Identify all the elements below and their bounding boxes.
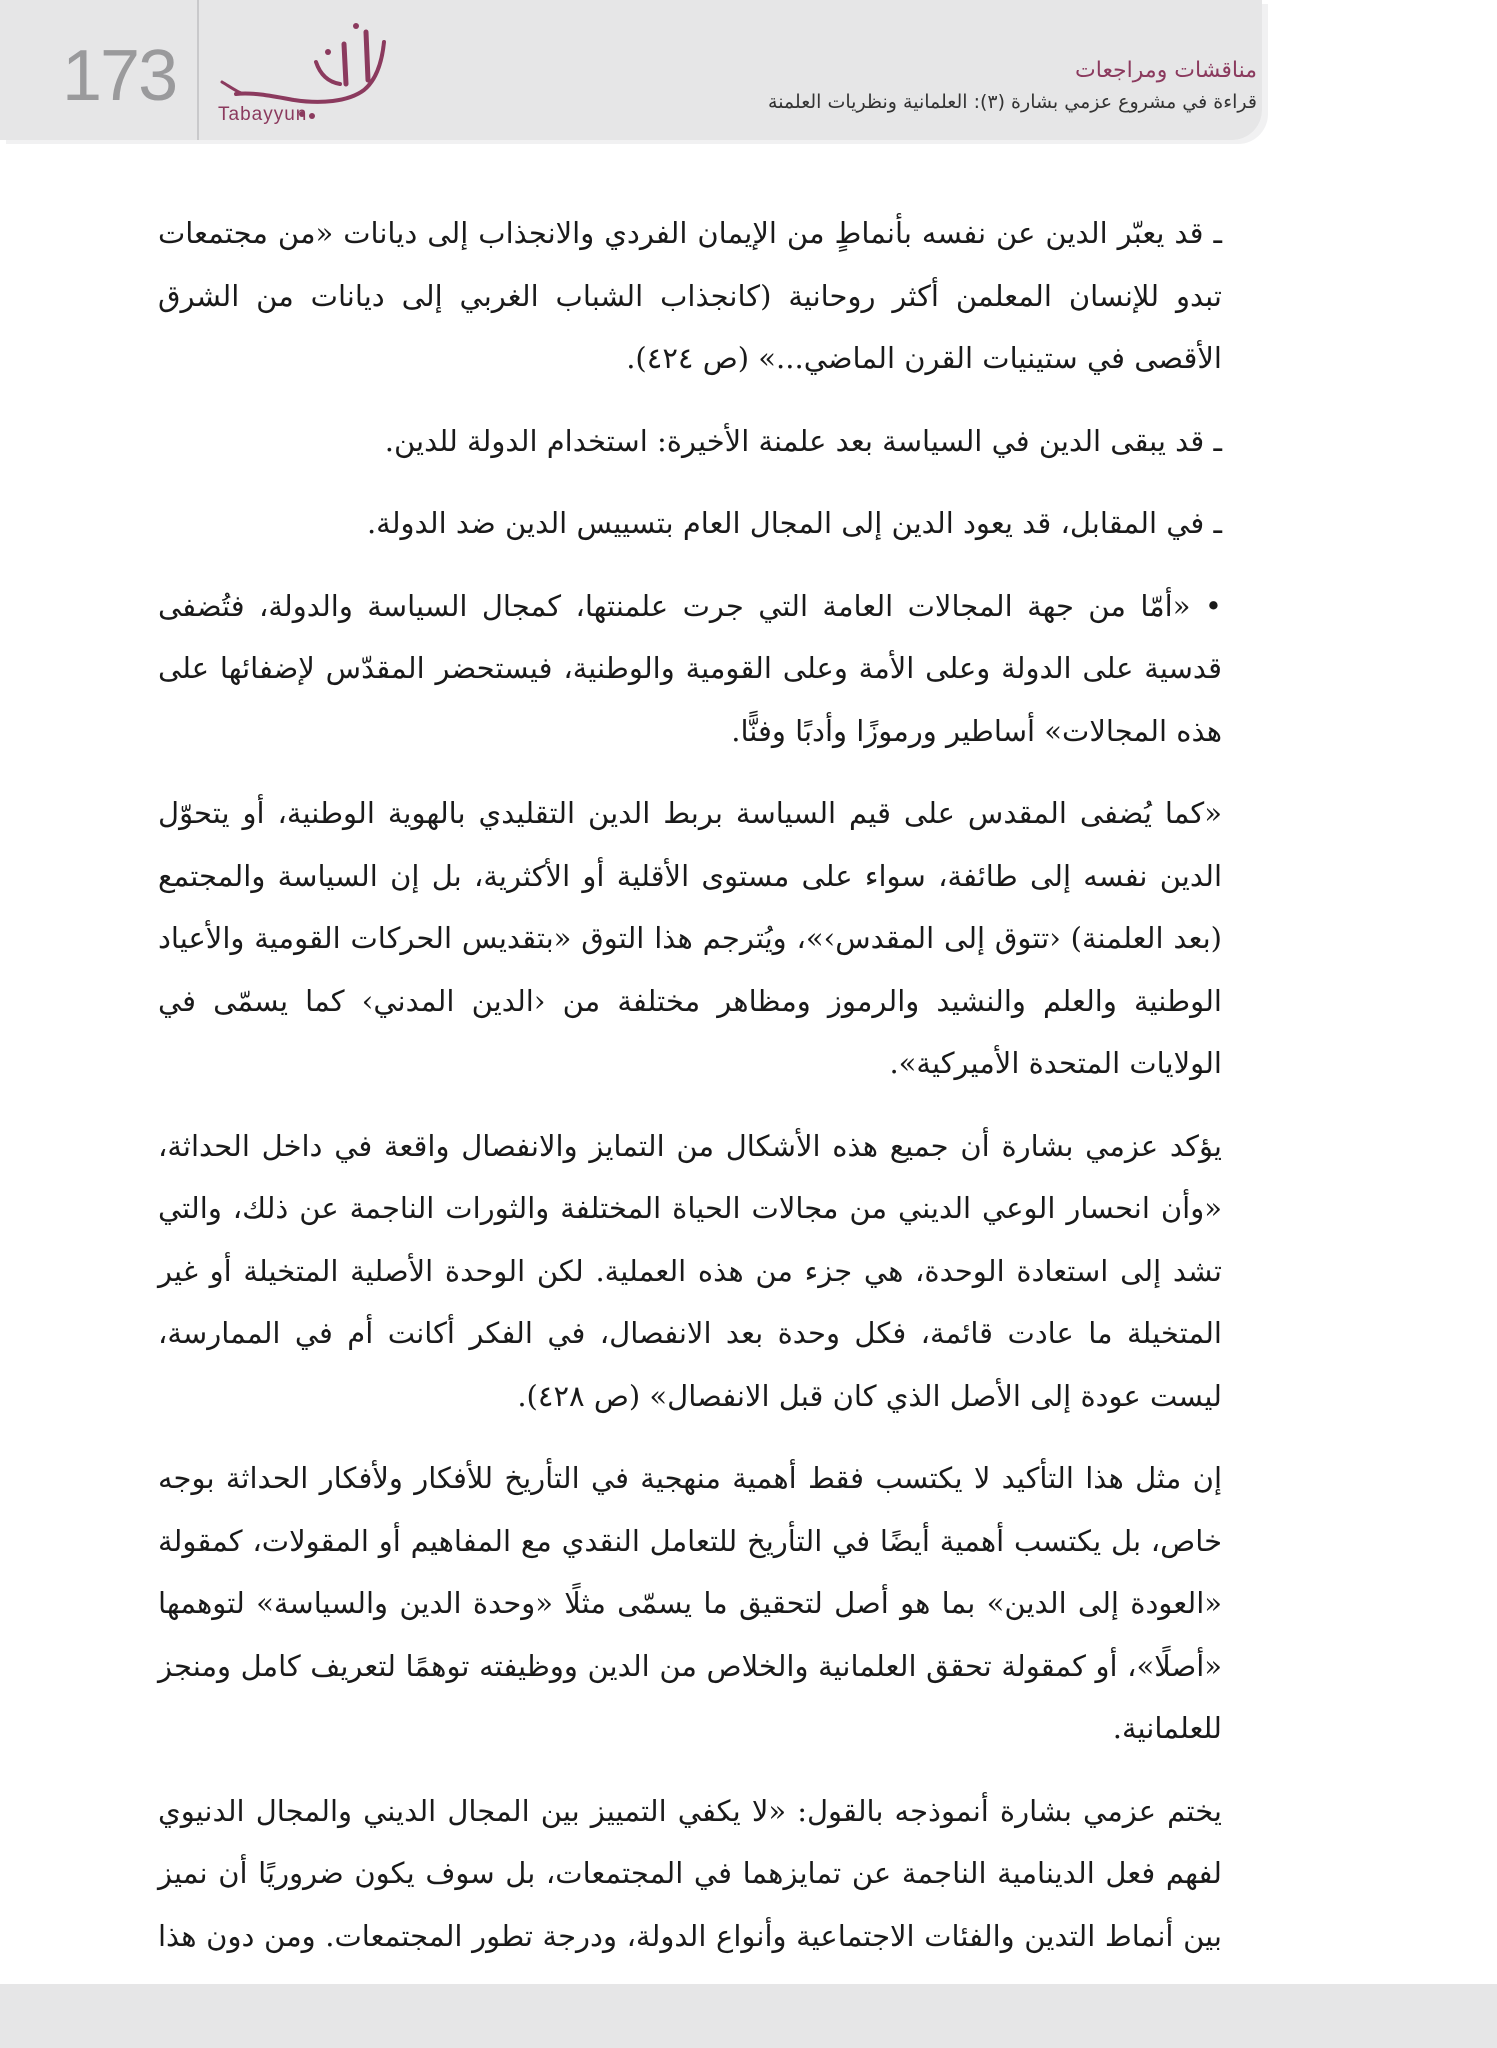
paragraph-methodological-importance: إن مثل هذا التأكيد لا يكتسب فقط أهمية منهجية في التأريخ للأفكار ولأفكار الحداثة بوجه خاص، بل يكتسب أهمية أيضًا في التأريخ للتعامل النقدي مع المفاهيم أو المقولات، كمقولة «العودة إلى الدين» بما هو أصل لتحقيق ما يسمّى مثلًا «وحدة الدين والسياسة» لتوهمها «أصلًا»، أو كمقولة تحقق العلمانية والخلاص من الدين ووظيفته توهمًا لتعريف كامل ومنجز للعلمانية. bbox=[158, 1461, 1222, 1745]
footer-band bbox=[0, 1984, 1497, 2048]
paragraph-bullet-politicization: ـ في المقابل، قد يعود الدين إلى المجال العام بتسييس الدين ضد الدولة. bbox=[366, 506, 1222, 540]
paragraph-conclusion-model: يختم عزمي بشارة أنموذجه بالقول: «لا يكفي التمييز بين المجال الديني والمجال الدنيوي لفهم فعل الدينامية الناجمة عن تمايزهما في المجتمعات، بل سوف يكون ضروريًا أن نميز بين أنماط التدين والفئات الاجتماعية وأنواع الدولة، ودرجة تطور المجتمعات. ومن دون هذا bbox=[158, 1793, 1223, 1953]
paragraph-bullet-individual-faith: ـ قد يعبّر الدين عن نفسه بأنماطٍ من الإيمان الفردي والانجذاب إلى ديانات «من مجتمعات تبدو للإنسان المعلمن أكثر روحانية (كانجذاب الشباب الغربي إلى ديانات من الشرق الأقصى في ستينيات القرن الماضي...» (ص ٤٢٤). bbox=[158, 216, 1222, 375]
paragraph-civil-religion: «كما يُضفى المقدس على قيم السياسة بربط الدين التقليدي بالهوية الوطنية، أو يتحوّل الدين نفسه إلى طائفة، سواء على مستوى الأقلية أو الأكثرية، بل إن السياسة والمجتمع (بعد العلمنة) ‹تتوق إلى المقدس›»، ويُترجم هذا التوق «بتقديس الحركات القومية والأعياد الوطنية والعلم والنشيد والرموز ومظاهر مختلفة من ‹الدين المدني› كما يسمّى في الولايات المتحدة الأميركية». bbox=[158, 796, 1222, 1080]
header-divider bbox=[197, 0, 199, 140]
paragraph-sacralization-of-state: • «أمّا من جهة المجالات العامة التي جرت علمنتها، كمجال السياسة والدولة، فتُضفى قدسية على الدولة وعلى الأمة وعلى القومية والوطنية، فيستحضر المقدّس لإضفائها على هذه المجالات» أساطير ورموزًا وأدبًا وفنًّا. bbox=[158, 588, 1222, 748]
section-subtitle: قراءة في مشروع عزمي بشارة (٣): العلمانية ونظريات العلمنة bbox=[768, 91, 1257, 113]
paragraph-differentiation-modernity: يؤكد عزمي بشارة أن جميع هذه الأشكال من التمايز والانفصال واقعة في داخل الحداثة، «وأن انحسار الوعي الديني من مجالات الحياة المختلفة والثورات الناجمة عن ذلك، والتي تشد إلى استعادة الوحدة، هي جزء من هذه العملية. لكن الوحدة الأصلية المتخيلة أو غير المتخيلة ما عادت قائمة، فكل وحدة بعد الانفصال، في الفكر أكانت أم في الممارسة، ليست عودة إلى الأصل الذي كان قبل الانفصال» (ص ٤٢٨). bbox=[158, 1128, 1222, 1413]
page-number: 173 bbox=[62, 36, 177, 116]
paragraph-bullet-state-use: ـ قد يبقى الدين في السياسة بعد علمنة الأخيرة: استخدام الدولة للدين. bbox=[384, 423, 1222, 458]
header-band bbox=[0, 0, 1262, 140]
article-body bbox=[158, 202, 1222, 2030]
logo-latin-text: Tabayyun bbox=[218, 104, 308, 125]
section-title: مناقشات ومراجعات bbox=[1075, 58, 1257, 83]
